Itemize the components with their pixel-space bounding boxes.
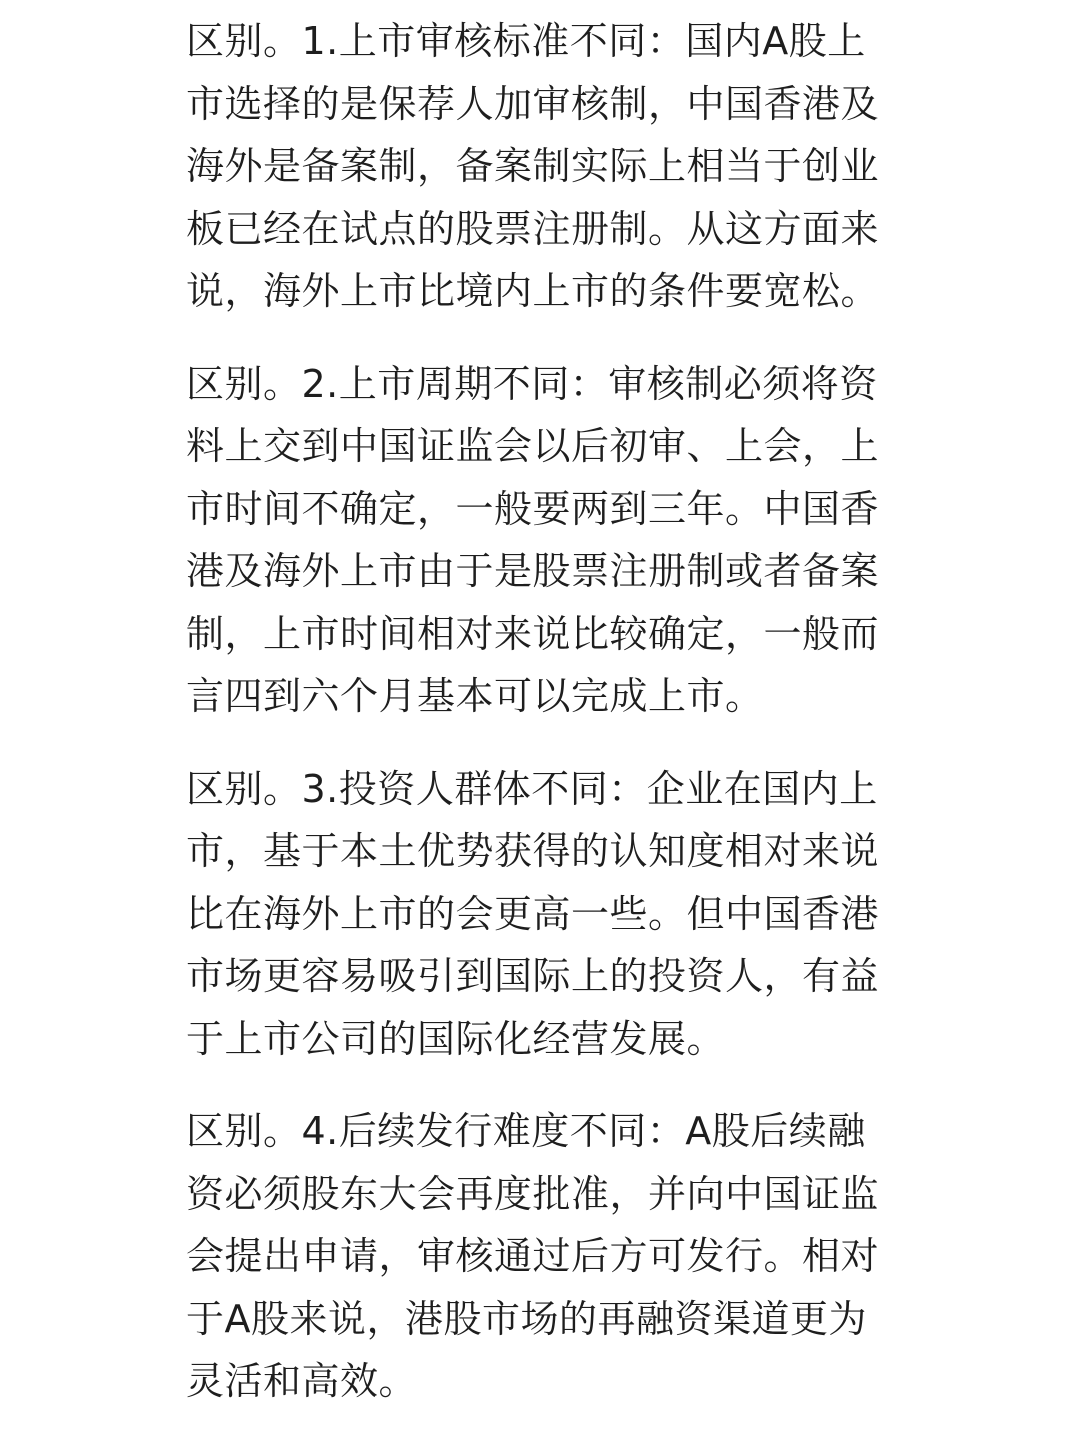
- text-line: 港及海外上市由于是股票注册制或者备案: [186, 549, 880, 593]
- text-line: 比在海外上市的会更高一些。但中国香港: [186, 891, 880, 936]
- text-line: 海外是备案制，备案制实际上相当于创业: [186, 144, 880, 188]
- text-line: 板已经在试点的股票注册制。从这方面来: [186, 206, 880, 251]
- text-line: 市时间不确定，一般要两到三年。中国香: [186, 486, 880, 531]
- text-line: 市选择的是保荐人加审核制，中国香港及: [186, 81, 880, 126]
- paragraph-difference-2: [186, 353, 898, 728]
- text-line: 区别。1.上市审核标准不同：国内A股上: [186, 19, 866, 63]
- text-line: 料上交到中国证监会以后初审、上会，上: [186, 424, 880, 468]
- text-line: 区别。2.上市周期不同：审核制必须将资: [186, 361, 878, 406]
- text-line: 资必须股东大会再度批准，并向中国证监: [186, 1171, 880, 1216]
- paragraph-difference-1: [186, 10, 898, 323]
- text-line: 市，基于本土优势获得的认知度相对来说: [186, 829, 880, 873]
- text-line: 灵活和高效。: [186, 1359, 418, 1403]
- text-line: 于A股来说，港股市场的再融资渠道更为: [186, 1296, 867, 1341]
- article-body: [186, 10, 898, 1443]
- text-line: 区别。4.后续发行难度不同：A股后续融: [186, 1109, 866, 1153]
- text-line: 区别。3.投资人群体不同：企业在国内上: [186, 766, 878, 811]
- paragraph-difference-4: [186, 1100, 898, 1413]
- paragraph-difference-3: [186, 758, 898, 1071]
- text-line: 制，上市时间相对来说比较确定，一般而: [186, 611, 880, 656]
- text-line: 市场更容易吸引到国际上的投资人，有益: [186, 954, 880, 998]
- text-line: 言四到六个月基本可以完成上市。: [186, 674, 764, 718]
- text-line: 于上市公司的国际化经营发展。: [186, 1016, 726, 1061]
- text-line: 说，海外上市比境内上市的条件要宽松。: [186, 269, 880, 313]
- text-line: 会提出申请，审核通过后方可发行。相对: [186, 1234, 880, 1278]
